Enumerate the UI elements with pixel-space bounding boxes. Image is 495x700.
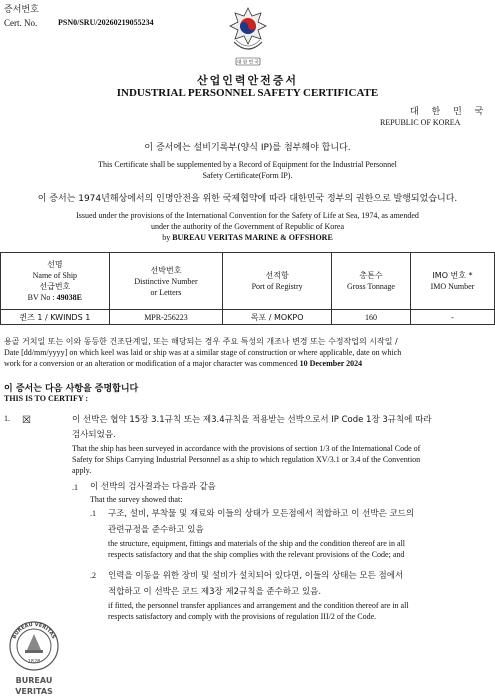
header-signal-kr: 선급번호 <box>39 282 71 291</box>
title-en: INDUSTRIAL PERSONNEL SAFETY CERTIFICATE <box>116 87 379 99</box>
certify-kr: 이 증서는 다음 사항을 증명합니다 <box>4 384 139 394</box>
header-gross-kr: 총톤수 <box>359 271 383 280</box>
header-imo <box>410 253 494 310</box>
item1-en-1: That the ship has been surveyed in accordance with the provisions of section 1/3 of the International Code of <box>72 444 421 453</box>
header-port-kr: 선적항 <box>265 271 289 280</box>
item1-en-3: apply. <box>72 466 92 475</box>
issued-by <box>0 232 495 243</box>
logo-word-2: VERITAS <box>15 687 53 696</box>
sub12-kr-1: 인력을 이동을 위한 장비 및 설비가 설치되어 있다면, 이들의 상태는 모든 점에서 <box>108 571 404 581</box>
header-distinctive <box>109 253 223 310</box>
checkbox-checked-icon[interactable]: ☒ <box>22 415 31 426</box>
cert-number: PSN0/SRU/20260219055234 <box>58 18 154 27</box>
table-row <box>1 310 495 325</box>
cert-no-label-en: Cert. No. <box>4 18 38 28</box>
sub11-kr-2: 관련규정을 준수하고 있음 <box>108 525 204 535</box>
issued-block <box>0 194 495 243</box>
issued-kr: 이 증서는 1974년해상에서의 인명안전을 위한 국제협약에 따라 대한민국 정부의 권한으로 발행되었습니다. <box>37 194 458 204</box>
header-gross <box>331 253 410 310</box>
header-bv-label: BV No : <box>27 293 57 302</box>
korean-emblem-icon <box>228 6 268 68</box>
sub1-kr: 이 선박의 검사결과는 다음과 같음 <box>90 482 216 492</box>
supplement-en-2: Safety Certificate(Form IP). <box>202 171 293 180</box>
item1-en-2: Safety for Ships Carrying Industrial Personnel as a ship to which regulation XV/3.1 or 3.4 of the Convention <box>72 455 421 464</box>
sub11-block <box>108 506 492 560</box>
header-port-en: Port of Registry <box>251 282 303 291</box>
header-distinctive-kr: 선박번호 <box>150 265 182 275</box>
cell-distinctive: MPR-256223 <box>109 310 223 325</box>
sub1-en: That the survey showed that: <box>90 495 183 504</box>
header-name-en: Name of Ship <box>32 271 78 280</box>
emblem-text: 대 한 민 국 <box>237 60 259 66</box>
bureau-veritas-logo-icon <box>3 620 65 698</box>
sub12-en-1: if fitted, the personnel transfer appliances and arrangement and the condition thereof are in all <box>108 601 409 610</box>
supplement-en-1: This Certificate shall be supplemented by a Record of Equipment for the Industrial Personnel <box>98 160 397 169</box>
logo-ring-text: BUREAU VERITAS <box>11 621 57 640</box>
certify-en: THIS IS TO CERTIFY : <box>4 394 89 403</box>
issued-en-1: Issued under the provisions of the International Convention for the Safety of Life at Sea, 1974, as amended <box>76 211 419 220</box>
item1-number: 1. <box>4 414 10 423</box>
header-name-kr: 선명 <box>47 260 63 269</box>
header-distinctive-en1: Distinctive Number <box>134 276 198 286</box>
header-gross-en: Gross Tonnage <box>346 282 395 291</box>
keel-kr: 용골 거치일 또는 이와 동등한 건조단계일, 또는 해당되는 경우 주요 특성의 개조나 변경 또는 수정작업의 시작일 / <box>4 337 398 346</box>
logo-year: 1828 <box>27 659 41 665</box>
issued-by-prefix: by <box>162 233 173 242</box>
cell-imo: - <box>410 310 494 325</box>
sub12-kr-2: 적합하고 이 선박은 코드 제3장 제2규칙을 준수하고 있음. <box>108 587 322 597</box>
sub11-en-1: the structure, equipment, fittings and materials of the ship and the condition thereof are in all <box>108 539 406 548</box>
keel-date: 10 December 2024 <box>299 359 363 368</box>
sub11-kr-1: 구조, 설비, 부착물 및 재료와 이들의 상태가 모든점에서 적합하고 이 선박은 코드의 <box>108 509 415 519</box>
table-header-row <box>1 253 495 310</box>
logo-word-1: BUREAU <box>15 676 53 685</box>
sub12-number: .2 <box>90 571 96 580</box>
sub11-en-2: respects satisfactory and that the ship complies with the relevant provisions of the Code; and <box>108 550 405 559</box>
cell-port: 목포 / MOKPO <box>223 310 332 325</box>
header-bv-no: 49038E <box>56 293 82 302</box>
country-en: REPUBLIC OF KOREA <box>380 118 461 127</box>
header-name-of-ship <box>1 253 110 310</box>
keel-en-2: work for a conversion or an alteration or modification of a major character was commenced <box>4 359 300 368</box>
item1-kr-2: 검사되었음. <box>72 430 116 440</box>
ship-particulars-table <box>0 252 495 325</box>
keel-block <box>4 336 492 369</box>
sub12-en-2: respects satisfactory and comply with the provisions of regulation III/2 of the Code. <box>108 612 377 621</box>
header-distinctive-en2: or Letters <box>150 287 182 297</box>
title-kr: 산업인력안전증서 <box>196 74 298 87</box>
cert-no-label-kr: 증서번호 <box>4 5 39 15</box>
header-imo-en: IMO Number <box>430 282 475 291</box>
header-imo-kr: IMO 번호 * <box>432 271 473 280</box>
issued-en-2: under the authority of the Government of Republic of Korea <box>150 222 345 231</box>
issued-by-name: BUREAU VERITAS MARINE & OFFSHORE <box>172 233 333 242</box>
keel-en-1: Date [dd/mm/yyyy] on which keel was laid or ship was at a similar stage of construction or where applicable, date on which <box>4 348 402 357</box>
country-kr: 대 한 민 국 <box>410 107 489 117</box>
supplement-block <box>0 143 495 181</box>
sub1-block <box>90 480 490 505</box>
header-port <box>223 253 332 310</box>
cell-gross: 160 <box>331 310 410 325</box>
item1-kr-1: 이 선박은 협약 15장 3.1규칙 또는 제3.4규칙을 적용받는 선박으로서 IP Code 1장 3규칙에 따라 <box>72 415 432 425</box>
supplement-kr: 이 증서에는 설비기록부(양식 IP)를 첨부해야 합니다. <box>144 143 351 153</box>
cell-ship-name: 퀸즈 1 / KWINDS 1 <box>1 310 110 325</box>
sub1-number: .1 <box>72 483 78 492</box>
sub11-number: .1 <box>90 509 96 518</box>
sub12-block <box>108 568 492 622</box>
item1-block <box>72 413 492 476</box>
